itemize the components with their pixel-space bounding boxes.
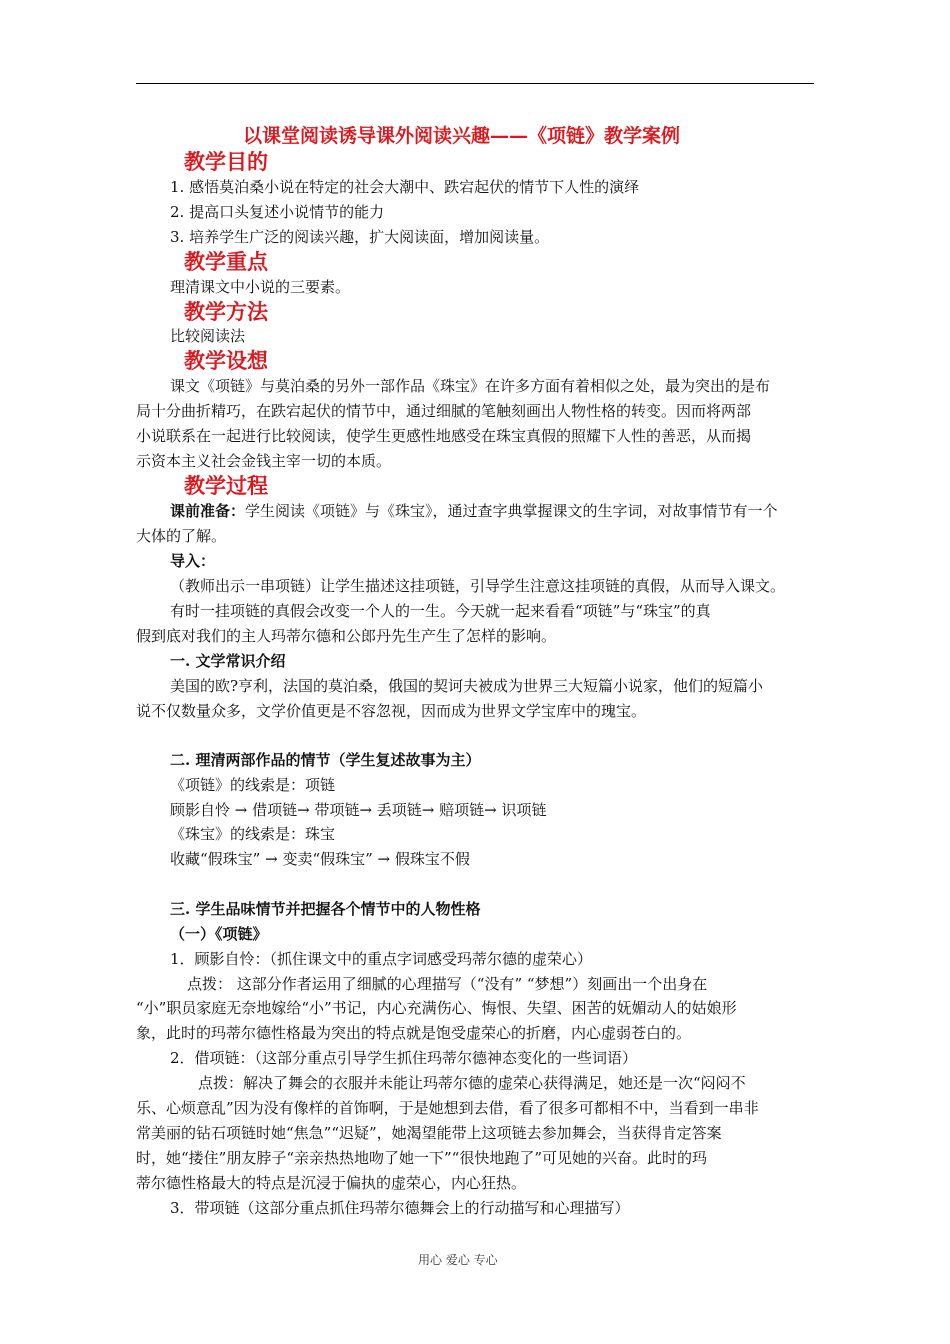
paragraph-line: 有时一挂项链的真假会改变一个人的一生。今天就一起来看看“项链”与“珠宝”的真 [170,602,711,620]
paragraph-line: 象，此时的玛蒂尔德性格最为突出的特点就是饱受虚荣心的折磨，内心虚弱苍白的。 [136,1024,692,1042]
paragraph-line: 点拨：解决了舞会的衣服并未能让玛蒂尔德的虚荣心获得满足，她还是一次“闷闷不 [198,1074,746,1092]
heading-method: 教学方法 [184,299,268,324]
heading-objectives: 教学目的 [184,149,268,174]
paragraph-line: 蒂尔德性格最大的特点是沉浸于偏执的虚荣心，内心狂热。 [136,1174,527,1192]
preparation-label: 课前准备： [170,502,246,520]
section-title: 一. 文学常识介绍 [170,652,286,670]
section-title: 二. 理清两部作品的情节（学生复述故事为主） [170,751,481,769]
plot-chain-line: 收藏“假珠宝” → 变卖“假珠宝” → 假珠宝不假 [170,850,470,868]
heading-teaching-idea: 教学设想 [184,348,268,373]
paragraph-line: 示资本主义社会金钱主宰一切的本质。 [136,452,392,470]
page-footer: 用心 爱心 专心 [418,1253,498,1267]
paragraph-line: 美国的欧?亨利，法国的莫泊桑，俄国的契诃夫被成为世界三大短篇小说家，他们的短篇小 [170,677,764,695]
plot-clue-line: 《项链》的线索是：项链 [170,776,336,794]
subsection-title: （一）《项链》 [170,925,268,943]
paragraph-line: 局十分曲折精巧，在跌宕起伏的情节中，通过细腻的笔触刻画出人物性格的转变。因而将两部 [136,402,752,420]
paragraph-line: 常美丽的钻石项链时她“焦急”“迟疑”，她渴望能带上这项链去参加舞会，当获得肯定答案 [136,1124,722,1142]
paragraph-line: 点拨： 这部分作者运用了细腻的心理描写（“没有” “梦想”）刻画出一个出身在 [187,975,708,993]
key-points-text: 理清课文中小说的三要素。 [170,278,351,296]
plot-chain-line: 顾影自怜 → 借项链→ 带项链→ 丢项链→ 赔项链→ 识项链 [170,801,547,819]
paragraph-line: 乐、心烦意乱”因为没有像样的首饰啊，于是她想到去借，看了很多可都相不中，当看到一串非 [136,1099,759,1117]
preparation-text: 学生阅读《项链》与《珠宝》，通过查字典掌握课文的生字词，对故事情节有一个 [245,502,778,520]
paragraph-line: “小”职员家庭无奈地嫁给“小”书记，内心充满伤心、悔恨、失望、困苦的妩媚动人的姑娘形 [136,999,737,1017]
section-title: 三. 学生品味情节并把握各个情节中的人物性格 [170,900,481,918]
paragraph-line: 小说联系在一起进行比较阅读，使学生更感性地感受在珠宝真假的照耀下人性的善恶，从而揭 [136,427,752,445]
preparation-line [170,501,778,521]
paragraph-line: 假到底对我们的主人玛蒂尔德和公郎丹先生产生了怎样的影响。 [136,627,557,645]
objective-item: 1. 感悟莫泊桑小说在特定的社会大潮中、跌宕起伏的情节下人性的演绎 [170,178,640,196]
paragraph-line: 说不仅数量众多，文学价值更是不容忽视，因而成为世界文学宝库中的瑰宝。 [136,702,647,720]
heading-process: 教学过程 [184,473,268,498]
intro-label: 导入： [170,552,216,570]
paragraph-line: 课文《项链》与莫泊桑的另外一部作品《珠宝》在许多方面有着相似之处，最为突出的是布 [170,377,771,395]
paragraph-line: （教师出示一串项链）让学生描述这挂项链，引导学生注意这挂项链的真假，从而导入课文。 [170,577,786,595]
objective-item: 3. 培养学生广泛的阅读兴趣，扩大阅读面，增加阅读量。 [170,228,550,246]
document-title: 以课堂阅读诱导课外阅读兴趣——《项链》教学案例 [243,125,681,147]
paragraph-line: 大体的了解。 [136,527,227,545]
header-rule [136,83,814,84]
heading-key-points: 教学重点 [184,249,268,274]
paragraph-line: 3．带项链（这部分重点抓住玛蒂尔德舞会上的行动描写和心理描写） [170,1199,630,1217]
paragraph-line: 2．借项链：（这部分重点引导学生抓住玛蒂尔德神态变化的一些词语） [170,1049,638,1067]
plot-clue-line: 《珠宝》的线索是：珠宝 [170,825,336,843]
paragraph-line: 时，她“搂住”朋友脖子“亲亲热热地吻了她一下”“很快地跑了”可见她的兴奋。此时的玛 [136,1149,708,1167]
method-text: 比较阅读法 [170,327,246,345]
objective-item: 2. 提高口头复述小说情节的能力 [170,203,385,221]
paragraph-line: 1．顾影自怜：（抓住课文中的重点字词感受玛蒂尔德的虚荣心） [170,950,593,968]
